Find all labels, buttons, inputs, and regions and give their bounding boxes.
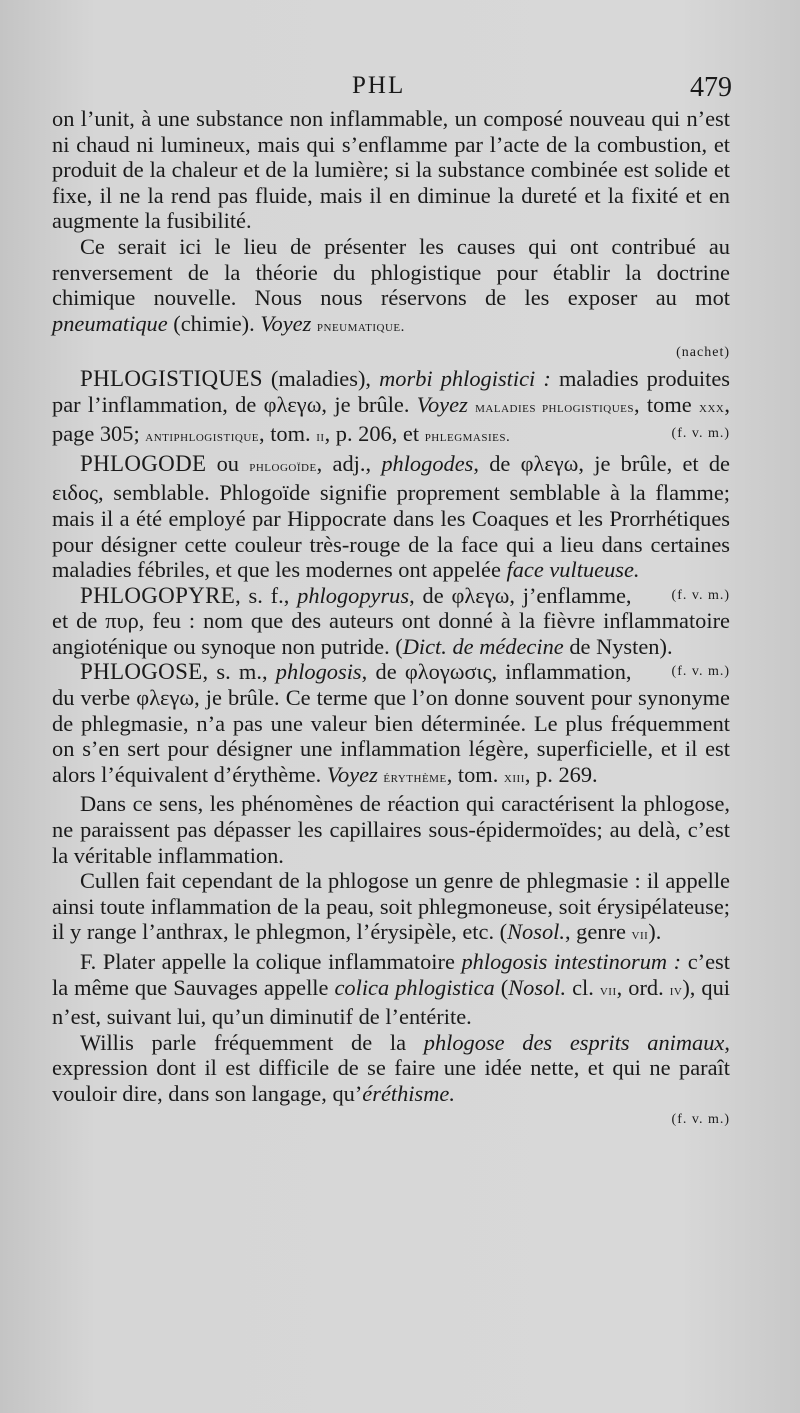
entry-headword: PHLOGISTIQUES: [80, 365, 263, 391]
author-signature: (f. v. m.): [671, 664, 730, 680]
author-signature: (nachet): [676, 345, 730, 361]
paragraph: Cullen fait cependant de la phlogose un genre de phlegmasie : il appelle ainsi toute inflammation de la peau, soit phlegmoneuse, soit érysipélateuse; il y range l’anthrax, le phlegmon, l’érysipèle, etc. (Nosol., genre vii).: [52, 868, 730, 945]
entry-headword: PHLOGOSE: [80, 659, 203, 685]
dictionary-entry: PHLOGODE ou phlogoïde, adj., phlogodes, de φλεγω, je brûle, et de ειδος, semblable. Phlogoïde signifie proprement semblable à la flamme; mais il a été employé par Hippocrate dans les Coaques et les Prorrhétiques pour désigner cette couleur très-rouge de la face qui a lieu dans certaines maladies fébriles, et que les modernes ont appelée face vultueuse. (f. v. m.): [52, 451, 730, 583]
author-signature: (f. v. m.): [671, 1111, 730, 1127]
paragraph: on l’unit, à une substance non inflammable, un composé nouveau qui n’est ni chaud ni lumineux, mais qui s’enflamme par l’acte de la combustion, et produit de la chaleur et de la lumière; si la substance combinée est solide et fixe, il ne la rend pas fluide, mais il en diminue la dureté et la fixité et en augmente la fusibilité.: [52, 106, 730, 234]
paragraph: Ce serait ici le lieu de présenter les causes qui ont contribué au renversement de la théorie du phlogistique pour établir la doctrine chimique nouvelle. Nous nous réservons de les exposer au mot pneumatique (chimie). Voyez pneumatique.: [52, 233, 730, 336]
paragraph: Dans ce sens, les phénomènes de réaction qui caractérisent la phlogose, ne paraissent pas dépasser les capillaires sous-épidermoïdes; au delà, c’est la véritable inflammation.: [52, 791, 730, 868]
running-head: PHL: [352, 72, 406, 99]
dictionary-entry: PHLOGISTIQUES (maladies), morbi phlogistici : maladies produites par l’inflammation, de φλεγω, je brûle. Voyez maladies phlogistiques, tome xxx, page 305; antiphlogistique, tom. ii, p. 206, et phlegmasies. (f. v. m.): [52, 365, 731, 447]
page-body: [52, 106, 730, 1132]
entry-headword: PHLOGOPYRE: [80, 582, 236, 608]
entry-headword: PHLOGODE: [80, 450, 207, 476]
paragraph: F. Plater appelle la colique inflammatoire phlogosis intestinorum : c’est la même que Sauvages appelle colica phlogistica (Nosol. cl. vii, ord. iv), qui n’est, suivant lui, qu’un diminutif de l’entérite.: [52, 949, 731, 1030]
page-header: [52, 72, 730, 106]
author-signature: (f. v. m.): [671, 426, 730, 442]
author-signature: (f. v. m.): [671, 587, 730, 603]
paragraph: Willis parle fréquemment de la phlogose des esprits animaux, expression dont il est difficile de se faire une idée nette, et qui ne paraît vouloir dire, dans son langage, qu’éréthisme.: [52, 1029, 730, 1106]
dictionary-entry: PHLOGOPYRE, s. f., phlogopyrus, de φλεγω, j’enflamme, et de πυρ, feu : nom que des auteurs ont donné à la fièvre inflammatoire angioténique ou synoque non putride. (Dict. de médecine de Nysten). (f. v. m.): [52, 583, 730, 660]
page-number: 479: [690, 72, 732, 103]
dictionary-entry: PHLOGOSE, s. m., phlogosis, de φλογωσις, inflammation, du verbe φλεγω, je brûle. Ce terme que l’on donne souvent pour synonyme de phlegmasie, n’a pas une valeur bien déterminée. Le plus fréquemment on s’en sert pour désigner une inflammation légère, superficielle, et il est alors l’équivalent d’érythème. Voyez érythème, tom. xiii, p. 269.: [52, 659, 730, 787]
